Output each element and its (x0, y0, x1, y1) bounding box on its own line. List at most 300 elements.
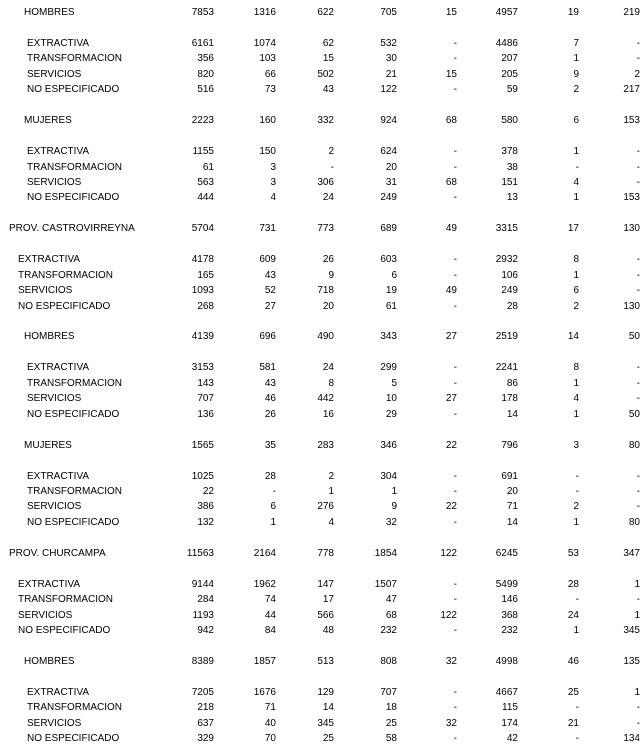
value-cell: 306 (317, 176, 334, 188)
value-cell: 130 (623, 300, 640, 312)
value-cell: 4178 (191, 254, 214, 266)
value-cell: 268 (197, 300, 214, 312)
value-cell: 624 (380, 146, 397, 158)
value-cell: 6 (270, 501, 276, 513)
table-row (0, 145, 643, 159)
value-cell: 232 (501, 625, 518, 636)
value-cell: 146 (501, 594, 518, 606)
value-cell: 20 (506, 485, 518, 497)
row-label: SERVICIOS (27, 717, 82, 729)
value-cell: 165 (197, 269, 214, 281)
value-cell: 2 (328, 470, 334, 482)
value-cell: 284 (197, 594, 214, 606)
value-cell: 581 (259, 362, 276, 374)
value-cell: 532 (380, 37, 397, 49)
value-cell: 219 (623, 7, 640, 18)
value-cell: - (453, 470, 457, 482)
value-cell: - (453, 408, 457, 420)
value-cell: 3153 (191, 362, 214, 374)
value-cell: 21 (567, 717, 579, 729)
value-cell: 691 (501, 470, 518, 482)
value-cell: - (636, 702, 640, 714)
row-label: EXTRACTIVA (27, 686, 90, 698)
value-cell: 731 (259, 223, 276, 235)
value-cell: 332 (317, 115, 334, 127)
table-row (0, 624, 643, 638)
value-cell: 19 (567, 7, 579, 18)
value-cell: 1 (573, 625, 579, 636)
value-cell: 1962 (253, 578, 276, 590)
value-cell: 22 (445, 501, 457, 513)
value-cell: 346 (380, 439, 397, 451)
value-cell: 43 (264, 269, 276, 281)
value-cell: 14 (506, 516, 518, 528)
value-cell: 7 (573, 37, 579, 49)
value-cell: 1155 (192, 146, 214, 158)
table-row (0, 717, 643, 731)
value-cell: 329 (197, 733, 214, 745)
value-cell: - (636, 53, 640, 65)
row-label: SERVICIOS (18, 285, 73, 297)
value-cell: - (636, 285, 640, 297)
value-cell: 134 (623, 733, 640, 745)
value-cell: 4957 (495, 7, 518, 18)
value-cell: 1316 (253, 7, 276, 18)
value-cell: 2164 (253, 547, 276, 559)
table-row (0, 68, 643, 82)
value-cell: 1074 (253, 37, 276, 49)
value-cell: 32 (385, 516, 397, 528)
value-cell: 25 (567, 686, 579, 698)
value-cell: 444 (197, 192, 214, 204)
row-label: NO ESPECIFICADO (27, 408, 120, 420)
table-row (0, 222, 643, 236)
value-cell: - (453, 53, 457, 65)
value-cell: 218 (197, 702, 214, 714)
value-cell: 50 (628, 408, 640, 420)
value-cell: 27 (445, 393, 457, 405)
value-cell: 2 (573, 84, 579, 96)
value-cell: 52 (264, 285, 276, 297)
value-cell: - (636, 377, 640, 389)
value-cell: 21 (385, 68, 397, 80)
value-cell: 1093 (191, 285, 214, 297)
row-label: NO ESPECIFICADO (27, 516, 120, 528)
value-cell: 516 (197, 84, 214, 96)
value-cell: 217 (623, 84, 640, 96)
table-row (0, 300, 643, 314)
value-cell: 62 (322, 37, 334, 49)
table-row (0, 191, 643, 205)
table-row (0, 593, 643, 607)
row-label: TRANSFORMACION (27, 161, 122, 173)
value-cell: 143 (197, 377, 214, 389)
value-cell: 566 (317, 609, 334, 621)
value-cell: 345 (623, 625, 640, 636)
value-cell: 249 (380, 192, 397, 204)
value-cell: 50 (628, 331, 640, 343)
table-row (0, 114, 643, 128)
value-cell: 6245 (495, 547, 518, 559)
value-cell: 1 (634, 609, 640, 621)
value-cell: 637 (197, 717, 214, 729)
value-cell: - (636, 146, 640, 158)
value-cell: 68 (445, 176, 457, 188)
row-label: SERVICIOS (18, 609, 73, 621)
value-cell: 689 (380, 223, 397, 235)
value-cell: 70 (264, 733, 276, 745)
table-row (0, 284, 643, 298)
table-row (0, 655, 643, 669)
value-cell: 66 (264, 68, 276, 80)
value-cell: 80 (628, 516, 640, 528)
table-row (0, 176, 643, 190)
table-row (0, 516, 643, 530)
row-label: HOMBRES (24, 7, 75, 18)
value-cell: 2519 (495, 331, 518, 343)
table-row (0, 547, 643, 561)
value-cell: 49 (445, 285, 457, 297)
table-row (0, 485, 643, 499)
row-label: SERVICIOS (27, 501, 82, 513)
row-label: TRANSFORMACION (27, 702, 122, 714)
value-cell: 28 (264, 470, 276, 482)
row-label: TRANSFORMACION (27, 485, 122, 497)
value-cell: 276 (317, 501, 334, 513)
value-cell: 22 (445, 439, 457, 451)
value-cell: 1565 (191, 439, 214, 451)
value-cell: 502 (317, 68, 334, 80)
value-cell: 6161 (191, 37, 214, 49)
value-cell: 1 (573, 192, 579, 204)
value-cell: 347 (623, 547, 640, 559)
value-cell: - (636, 176, 640, 188)
value-cell: 1 (573, 516, 579, 528)
row-label: EXTRACTIVA (18, 578, 81, 590)
value-cell: 7853 (191, 7, 214, 18)
row-label: NO ESPECIFICADO (18, 300, 111, 312)
value-cell: 1 (391, 485, 397, 497)
value-cell: 386 (197, 501, 214, 513)
value-cell: 28 (567, 578, 579, 590)
value-cell: 31 (385, 176, 397, 188)
value-cell: 5 (391, 377, 397, 389)
table-row (0, 686, 643, 700)
value-cell: 6 (573, 285, 579, 297)
value-cell: 132 (197, 516, 214, 528)
value-cell: 35 (264, 439, 276, 451)
value-cell: 11563 (186, 547, 214, 559)
value-cell: 17 (322, 594, 334, 606)
value-cell: 4 (573, 176, 579, 188)
value-cell: - (453, 192, 457, 204)
value-cell: 378 (501, 146, 518, 158)
value-cell: - (453, 594, 457, 606)
table-row (0, 37, 643, 51)
value-cell: 24 (567, 609, 579, 621)
value-cell: 1507 (374, 578, 397, 590)
table-row (0, 361, 643, 375)
value-cell: 20 (322, 300, 334, 312)
value-cell: 46 (567, 655, 579, 667)
row-label: SERVICIOS (27, 176, 82, 188)
value-cell: 61 (202, 161, 214, 173)
table-row (0, 392, 643, 406)
value-cell: 4 (270, 192, 276, 204)
value-cell: - (453, 84, 457, 96)
value-cell: 609 (259, 254, 276, 266)
value-cell: 3 (270, 176, 276, 188)
value-cell: 17 (567, 223, 579, 235)
value-cell: 48 (322, 625, 334, 636)
value-cell: 9 (328, 269, 334, 281)
value-cell: - (575, 733, 579, 745)
table-row (0, 470, 643, 484)
value-cell: 42 (506, 733, 518, 745)
value-cell: - (453, 37, 457, 49)
value-cell: 10 (385, 393, 397, 405)
value-cell: 68 (385, 609, 397, 621)
value-cell: - (575, 702, 579, 714)
value-cell: 153 (623, 192, 640, 204)
row-label: TRANSFORMACION (27, 53, 122, 65)
table-row (0, 269, 643, 283)
value-cell: 130 (623, 223, 640, 235)
value-cell: 43 (322, 84, 334, 96)
table-row (0, 732, 643, 746)
value-cell: 8389 (191, 655, 214, 667)
value-cell: 4998 (495, 655, 518, 667)
value-cell: - (575, 594, 579, 606)
value-cell: - (636, 594, 640, 606)
value-cell: 13 (506, 192, 518, 204)
table-row (0, 408, 643, 422)
value-cell: 1 (573, 146, 579, 158)
value-cell: - (453, 578, 457, 590)
value-cell: - (272, 485, 276, 497)
value-cell: 2 (634, 68, 640, 80)
value-cell: 147 (317, 578, 334, 590)
value-cell: 68 (445, 115, 457, 127)
row-label: MUJERES (24, 439, 72, 451)
value-cell: 924 (380, 115, 397, 127)
table-row (0, 83, 643, 97)
value-cell: 122 (440, 609, 457, 621)
value-cell: 622 (317, 7, 334, 18)
value-cell: 30 (385, 53, 397, 65)
value-cell: 490 (317, 331, 334, 343)
row-label: EXTRACTIVA (27, 362, 90, 374)
value-cell: 27 (264, 300, 276, 312)
value-cell: 1 (270, 516, 276, 528)
value-cell: 103 (259, 53, 276, 65)
value-cell: 9 (391, 501, 397, 513)
value-cell: 115 (502, 702, 518, 714)
value-cell: 43 (264, 377, 276, 389)
value-cell: 343 (380, 331, 397, 343)
row-label: EXTRACTIVA (27, 470, 90, 482)
value-cell: - (636, 362, 640, 374)
row-label: NO ESPECIFICADO (27, 192, 120, 204)
value-cell: 4486 (495, 37, 518, 49)
value-cell: 1 (573, 377, 579, 389)
value-cell: - (453, 686, 457, 698)
value-cell: 580 (501, 115, 518, 127)
table-row (0, 578, 643, 592)
value-cell: 26 (322, 254, 334, 266)
value-cell: 151 (501, 176, 518, 188)
table-row (0, 52, 643, 66)
value-cell: 59 (506, 84, 518, 96)
value-cell: 707 (197, 393, 214, 405)
row-label: HOMBRES (24, 655, 75, 667)
value-cell: 808 (380, 655, 397, 667)
value-cell: 1193 (192, 609, 214, 621)
value-cell: 28 (506, 300, 518, 312)
value-cell: 705 (380, 7, 397, 18)
row-label: HOMBRES (24, 331, 75, 343)
value-cell: 368 (501, 609, 518, 621)
value-cell: - (453, 377, 457, 389)
value-cell: 22 (202, 485, 214, 497)
value-cell: 15 (445, 7, 457, 18)
value-cell: 1676 (253, 686, 276, 698)
value-cell: - (636, 161, 640, 173)
value-cell: 122 (380, 84, 397, 96)
value-cell: 16 (322, 408, 334, 420)
value-cell: 135 (623, 655, 640, 667)
value-cell: 5499 (495, 578, 518, 590)
value-cell: 2932 (495, 254, 518, 266)
value-cell: - (575, 485, 579, 497)
table-row (0, 701, 643, 715)
value-cell: 299 (380, 362, 397, 374)
value-cell: 25 (385, 717, 397, 729)
value-cell: 8 (573, 254, 579, 266)
value-cell: 122 (440, 547, 457, 559)
row-label: NO ESPECIFICADO (27, 84, 120, 96)
row-label: EXTRACTIVA (27, 146, 90, 158)
value-cell: 80 (628, 439, 640, 451)
value-cell: 18 (385, 702, 397, 714)
value-cell: 32 (445, 655, 457, 667)
value-cell: 283 (317, 439, 334, 451)
value-cell: 2223 (191, 115, 214, 127)
value-cell: - (575, 470, 579, 482)
value-cell: 9144 (191, 578, 214, 590)
row-label: TRANSFORMACION (18, 594, 113, 606)
value-cell: 15 (322, 53, 334, 65)
value-cell: 8 (328, 377, 334, 389)
value-cell: 345 (317, 717, 334, 729)
row-label: EXTRACTIVA (27, 37, 90, 49)
value-cell: 44 (264, 609, 276, 621)
value-cell: 778 (317, 547, 334, 559)
value-cell: - (453, 161, 457, 173)
value-cell: 3 (573, 439, 579, 451)
value-cell: 74 (264, 594, 276, 606)
value-cell: 1 (573, 269, 579, 281)
value-cell: 513 (317, 655, 334, 667)
value-cell: 718 (317, 285, 334, 297)
value-cell: 3315 (495, 223, 518, 235)
value-cell: 49 (445, 223, 457, 235)
value-cell: 25 (322, 733, 334, 745)
value-cell: 15 (445, 68, 457, 80)
value-cell: 38 (506, 161, 518, 173)
value-cell: 1025 (191, 470, 214, 482)
value-cell: 1 (634, 578, 640, 590)
value-cell: 47 (385, 594, 397, 606)
value-cell: - (636, 501, 640, 513)
value-cell: 24 (322, 362, 334, 374)
value-cell: - (330, 161, 334, 173)
value-cell: 4 (328, 516, 334, 528)
value-cell: - (575, 161, 579, 173)
value-cell: - (453, 269, 457, 281)
value-cell: - (636, 269, 640, 281)
table-row (0, 609, 643, 623)
value-cell: 1 (328, 485, 334, 497)
value-cell: - (636, 717, 640, 729)
row-label: SERVICIOS (27, 68, 82, 80)
value-cell: - (453, 485, 457, 497)
value-cell: - (636, 393, 640, 405)
value-cell: 2 (573, 501, 579, 513)
value-cell: - (636, 37, 640, 49)
value-cell: 442 (317, 393, 334, 405)
value-cell: 24 (322, 192, 334, 204)
value-cell: 86 (506, 377, 518, 389)
value-cell: 84 (264, 625, 276, 636)
value-cell: 1 (573, 408, 579, 420)
table-row (0, 6, 643, 20)
value-cell: 603 (380, 254, 397, 266)
value-cell: 46 (264, 393, 276, 405)
table-row (0, 253, 643, 267)
value-cell: 7205 (191, 686, 214, 698)
value-cell: 9 (573, 68, 579, 80)
value-cell: 6 (573, 115, 579, 127)
value-cell: 696 (259, 331, 276, 343)
value-cell: 1857 (253, 655, 276, 667)
value-cell: 2241 (495, 362, 518, 374)
value-cell: 8 (573, 362, 579, 374)
value-cell: 304 (380, 470, 397, 482)
value-cell: - (453, 300, 457, 312)
value-cell: 71 (264, 702, 276, 714)
value-cell: 773 (317, 223, 334, 235)
value-cell: 71 (506, 501, 518, 513)
value-cell: 2 (328, 146, 334, 158)
value-cell: 20 (385, 161, 397, 173)
value-cell: 129 (317, 686, 334, 698)
value-cell: 19 (385, 285, 397, 297)
value-cell: 27 (445, 331, 457, 343)
value-cell: - (453, 146, 457, 158)
value-cell: 61 (385, 300, 397, 312)
value-cell: - (636, 470, 640, 482)
value-cell: 2 (573, 300, 579, 312)
value-cell: - (453, 362, 457, 374)
value-cell: 178 (501, 393, 518, 405)
value-cell: 1 (573, 53, 579, 65)
row-label: NO ESPECIFICADO (18, 625, 111, 636)
value-cell: - (636, 485, 640, 497)
value-cell: 106 (501, 269, 518, 281)
value-cell: 1 (634, 686, 640, 698)
value-cell: 14 (567, 331, 579, 343)
